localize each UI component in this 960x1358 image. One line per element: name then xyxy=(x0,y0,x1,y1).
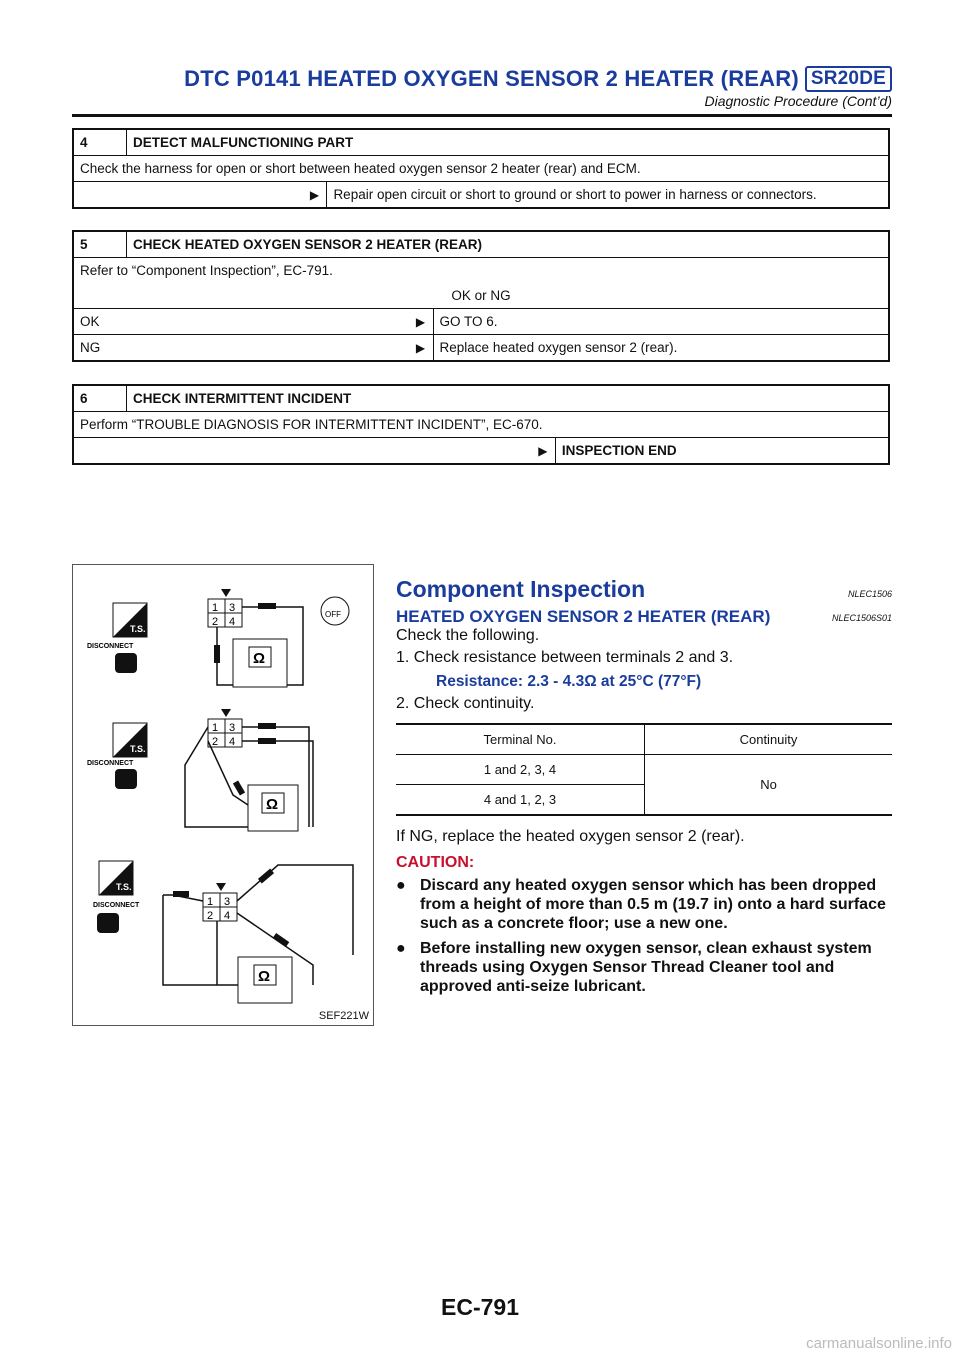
component-inspection xyxy=(396,576,892,996)
row-label-ng: NG xyxy=(73,335,409,362)
caution-item xyxy=(396,939,892,996)
ok-or-ng: OK or NG xyxy=(73,283,889,309)
ts-icon xyxy=(113,603,147,637)
arrow-icon: ▶ xyxy=(531,438,556,465)
ohm-symbol: Ω xyxy=(258,968,271,985)
ignition-key-icon xyxy=(321,597,349,625)
continuity-table xyxy=(396,723,892,816)
header-rule xyxy=(72,114,892,117)
page-number: EC-791 xyxy=(441,1294,519,1320)
resistance-spec: Resistance: 2.3 - 4.3Ω at 25°C (77°F) xyxy=(436,673,702,690)
step-4-table xyxy=(72,128,890,209)
section-title: Component Inspection xyxy=(396,576,646,602)
step-result: INSPECTION END xyxy=(555,438,889,465)
pin-1: 1 xyxy=(212,602,219,614)
pin-3: 3 xyxy=(229,602,236,614)
pin-4: 4 xyxy=(224,910,231,922)
arrow-icon: ▶ xyxy=(302,182,327,209)
step-result: Repair open circuit or short to ground or short to power in harness or connectors. xyxy=(327,182,889,209)
table-cell: 1 and 2, 3, 4 xyxy=(396,755,645,785)
step-label-empty xyxy=(73,438,531,465)
page-title: DTC P0141 HEATED OXYGEN SENSOR 2 HEATER (REAR) xyxy=(184,66,799,91)
multimeter-diagram xyxy=(73,565,373,1025)
header-title-row xyxy=(184,66,892,92)
wiring-figure xyxy=(72,564,374,1026)
step-title: CHECK INTERMITTENT INCIDENT xyxy=(127,385,890,412)
figure-caption: SEF221W xyxy=(318,1010,369,1022)
step-1-text: 1. Check resistance between terminals 2 and 3. xyxy=(396,649,734,666)
step-title: CHECK HEATED OXYGEN SENSOR 2 HEATER (REAR) xyxy=(127,231,890,258)
ohm-symbol: Ω xyxy=(253,650,266,667)
pin-3: 3 xyxy=(224,896,231,908)
disconnect-label: DISCONNECT xyxy=(93,902,140,909)
pin-3: 3 xyxy=(229,722,236,734)
step-number: 6 xyxy=(73,385,127,412)
connector-icon xyxy=(115,653,137,673)
off-label: OFF xyxy=(325,610,341,619)
step-6-table xyxy=(72,384,890,465)
subsection-title-row xyxy=(396,607,892,627)
ts-label: T.S. xyxy=(130,624,146,634)
step-5-table xyxy=(72,230,890,362)
subsection-code: NLEC1506S01 xyxy=(831,613,892,623)
pin-1: 1 xyxy=(207,896,214,908)
section-code: NLEC1506 xyxy=(847,589,892,599)
caution-label: CAUTION: xyxy=(396,854,475,871)
engine-badge: SR20DE xyxy=(805,66,892,92)
row-action-ok: GO TO 6. xyxy=(433,309,889,335)
pin-2: 2 xyxy=(212,736,219,748)
step-title: DETECT MALFUNCTIONING PART xyxy=(127,129,890,156)
connector-icon xyxy=(97,913,119,933)
step-number: 5 xyxy=(73,231,127,258)
arrow-icon: ▶ xyxy=(409,335,434,362)
disconnect-label: DISCONNECT xyxy=(87,643,134,650)
col-header-continuity: Continuity xyxy=(645,724,893,755)
arrow-icon: ▶ xyxy=(409,309,434,335)
row-action-ng: Replace heated oxygen sensor 2 (rear). xyxy=(433,335,889,362)
ts-label: T.S. xyxy=(116,882,132,892)
caution-text: Before installing new oxygen sensor, clean exhaust system threads using Oxygen Sensor Thread Cleaner tool and approved anti-seize lubricant. xyxy=(420,940,872,995)
bullet-icon: ● xyxy=(396,940,406,957)
ohm-symbol: Ω xyxy=(266,796,279,813)
intro-text: Check the following. xyxy=(396,627,540,644)
ts-label: T.S. xyxy=(130,744,146,754)
pin-2: 2 xyxy=(207,910,214,922)
if-ng-text: If NG, replace the heated oxygen sensor 2 (rear). xyxy=(396,828,745,845)
connector-icon xyxy=(115,769,137,789)
col-header-terminal: Terminal No. xyxy=(396,724,645,755)
step-label-empty xyxy=(73,182,302,209)
watermark: carmanualsonline.info xyxy=(806,1335,952,1352)
row-label-ok: OK xyxy=(73,309,409,335)
page-header xyxy=(184,66,892,109)
pin-4: 4 xyxy=(229,736,236,748)
ts-icon xyxy=(99,861,133,895)
pin-4: 4 xyxy=(229,616,236,628)
subsection-title: HEATED OXYGEN SENSOR 2 HEATER (REAR) xyxy=(396,607,771,626)
pin-2: 2 xyxy=(212,616,219,628)
caution-item xyxy=(396,876,892,933)
table-cell-merged: No xyxy=(760,777,777,792)
pin-1: 1 xyxy=(212,722,219,734)
step-body: Check the harness for open or short between heated oxygen sensor 2 heater (rear) and ECM. xyxy=(73,156,889,182)
disconnect-label: DISCONNECT xyxy=(87,760,134,767)
bullet-icon: ● xyxy=(396,877,406,894)
step-2-text: 2. Check continuity. xyxy=(396,695,535,712)
ts-icon xyxy=(113,723,147,757)
caution-text: Discard any heated oxygen sensor which has been dropped from a height of more than 0.5 m (19.7 in) onto a hard surface such as a concrete floor; use a new one. xyxy=(420,877,886,932)
step-body: Perform “TROUBLE DIAGNOSIS FOR INTERMITTENT INCIDENT”, EC-670. xyxy=(73,412,889,438)
step-number: 4 xyxy=(73,129,127,156)
section-title-row xyxy=(396,576,892,603)
table-cell: 4 and 1, 2, 3 xyxy=(396,785,645,816)
step-body: Refer to “Component Inspection”, EC-791. xyxy=(73,258,889,284)
page-subtitle: Diagnostic Procedure (Cont’d) xyxy=(704,93,892,109)
